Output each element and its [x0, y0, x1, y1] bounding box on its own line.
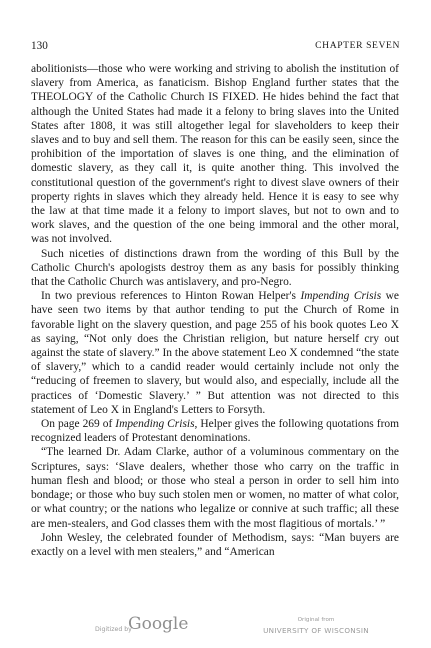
italic-title: Impending Crisis [300, 290, 382, 303]
paragraph [31, 62, 399, 247]
paragraph [31, 445, 399, 530]
paragraph [31, 531, 399, 559]
google-logo: Google [128, 614, 189, 634]
chapter-title: CHAPTER SEVEN [315, 40, 400, 51]
text-segment: “The learned Dr. Adam Clarke, author of a voluminous commentary on the Scriptures, says: ‘Slave dealers, whether those who carry on the traffic in human flesh and blood; or those who steal a person in order to sell him into bondage; or those who buy such stolen men or women, no matter of what color, or what country; or the nations who legalize or connive at such traffic; all these are men-stealers, and God classes them with the most flagitious of mortals.’ ” [31, 446, 399, 530]
digitized-by-label: Digitized by [95, 626, 132, 633]
running-head [31, 40, 400, 56]
paragraph [31, 417, 399, 445]
paragraph [31, 289, 399, 417]
italic-title: Impending Crisis [115, 418, 195, 431]
text-segment: John Wesley, the celebrated founder of Methodism, says: “Man buyers are exactly on a level with men stealers,” and “American [31, 531, 399, 558]
text-segment: Such niceties of distinctions drawn from the wording of this Bull by the Catholic Church's apologists destroy them as any basis for possibly thinking that the Catholic Church was antislavery, and pro-Negro. [31, 247, 399, 289]
scan-footer [0, 612, 431, 642]
text-segment: abolitionists—those who were working and striving to abolish the institution of slavery from America, as fanaticism. Bishop England further states that the THEOLOGY of the Catholic Church IS FIXED. He hides behind the fact that although the United States had made it a felony to bring slaves into the United States after 1808, it was still altogether legal for slaveholders to keep their slaves and to buy and sell them. The reason for this can be easily seen, since the prohibition of the importation of slaves is one thing, and the elimination of domestic slavery, as they call it, is quite another thing. This involved the constitutional question of the government's right to divest slave owners of their property rights in slaves which they already held. Hence it is easy to see why the law at that time made it a felony to import slaves, but not to own and to work slaves, and the question of the one being immoral and the other moral, was not involved. [31, 63, 399, 246]
paragraph [31, 247, 399, 290]
original-from-label: Original from [297, 617, 335, 623]
body-text [31, 62, 399, 559]
text-segment: On page 269 of [41, 418, 116, 431]
text-segment: In two previous references to Hinton Rowan Helper's [41, 290, 301, 303]
university-label: UNIVERSITY OF WISCONSIN [263, 626, 369, 635]
text-segment: we have seen two items by that author tending to put the Church of Rome in favorable light on the slavery question, and page 255 of his book quotes Leo X as saying, “Not only does the Christian religion, but nature herself cry out against the state of slavery.” In the above statement Leo X condemned “the state of slavery,” which to a candid reader would certainly include not only the “reducing of freemen to slavery, but would also, and especially, include all the practices of ‘Domestic Slavery.’ ” But attention was not directed to this statement of Leo X in England's Letters to Forsyth. [31, 290, 399, 416]
page-number: 130 [31, 40, 48, 52]
text-segment: , Helper gives the following quotations from recognized leaders of Protestant denominations. [31, 418, 399, 445]
